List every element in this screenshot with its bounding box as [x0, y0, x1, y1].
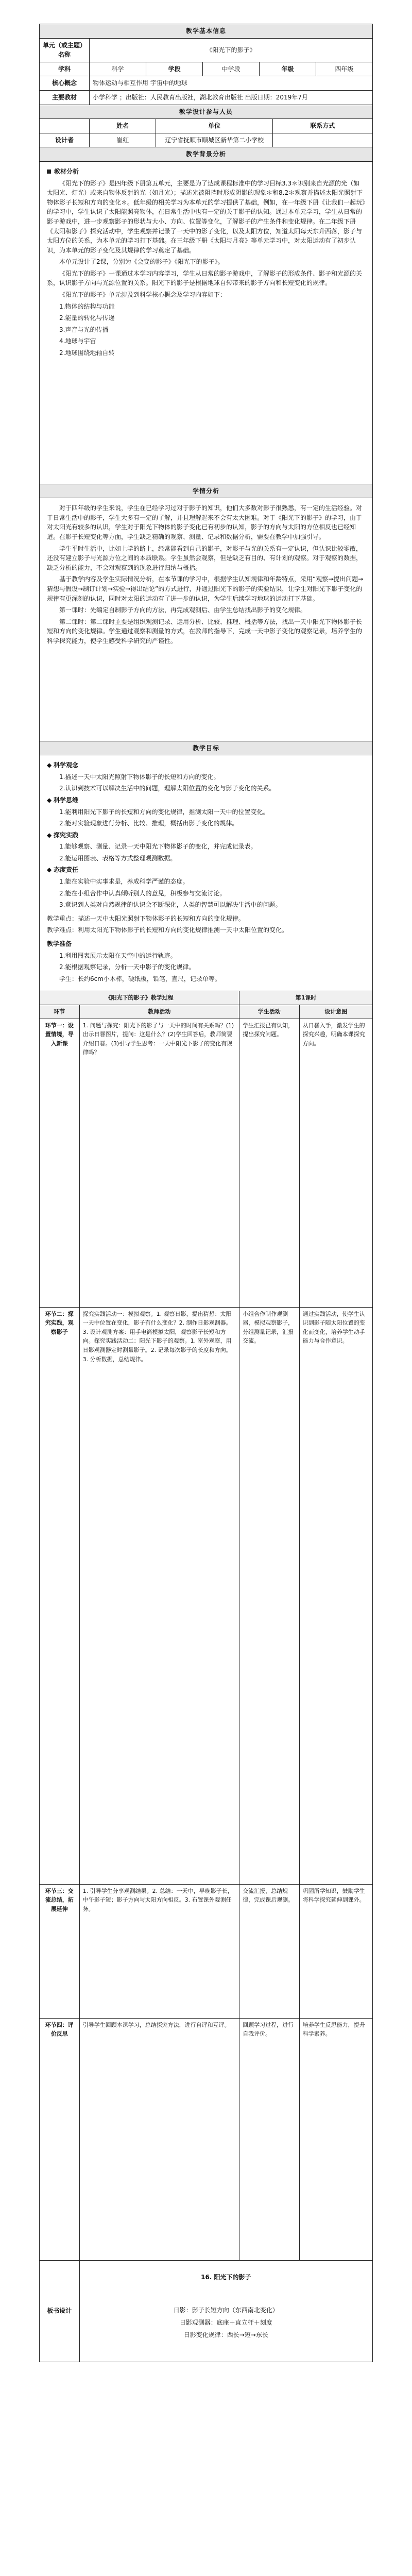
process-step: 环节二：探究实践，观察影子	[40, 1307, 80, 1884]
subject-value: 科学	[90, 62, 146, 76]
background-list-item: 1.物体的结构与功能	[59, 302, 115, 310]
student-paragraph: 基于教学内容及学生实际情况分析，在本节课的学习中，根据学生认知规律和年龄特点，采用“观察→提出问题→猜想与假设→制订计划→实验→得出结论”的方式进行，并通过阳光下的影子的实验结果，让学生对阳光下影子变化的规律有更深刻的认识，同时对太阳的运动有了进一步的认识，为学生后续学习地球的运动打下基础。	[47, 575, 364, 602]
prep-title: 教学准备	[47, 940, 72, 948]
designer-unit-header: 单位	[156, 119, 272, 133]
student-analysis-table	[39, 484, 373, 741]
unit-value: 《阳光下的影子》	[90, 38, 373, 62]
background-list-item: 2.能量的转化与传递	[59, 314, 115, 322]
board-content	[79, 2260, 372, 2362]
board-title: 16. 阳光下的影子	[201, 2273, 251, 2281]
background-table	[39, 147, 373, 484]
lesson-plan-document	[39, 0, 373, 2362]
stage-label: 学段	[146, 62, 203, 76]
process-step: 环节四：评价反思	[40, 2018, 80, 2260]
grade-value: 四年级	[316, 62, 372, 76]
goal-category: ◆ 态度责任	[47, 865, 365, 875]
designer-name: 崔红	[90, 133, 156, 147]
student-analysis-content	[40, 498, 373, 741]
process-student-activity: 交流汇报，总结规律，完成课后观测。	[239, 1884, 299, 2018]
process-teacher-activity: 1. 引导学生分享观测结果。2. 总结：一天中，早晚影子长，中午影子短；影子方向与太阳方向相反。3. 布置课外观测任务。	[79, 1884, 239, 2018]
square-bullet-icon	[47, 170, 51, 174]
process-step: 环节一：设置情境，导入新课	[40, 1019, 80, 1307]
goal-item: 2.能对实验现象进行分析、比较、推理，概括出影子变化的规律。	[59, 820, 238, 827]
background-content	[40, 161, 373, 484]
board-label: 板书设计	[40, 2260, 80, 2362]
student-paragraph: 学生平时生活中，比如上学的路上，经常能看到自己的影子，对影子与光的关系有一定认识，但认识比较零散，还没有建立影子与光源方位之间的本质联系。学生虽然会观察，但是缺乏有目的、有计划的观察。对于观察的数据，缺乏分析的能力，不会对观察到的现象进行归纳与概括。	[47, 545, 363, 571]
goal-item: 1.能够观察、测量、记录一天中阳光下物体影子的变化，并完成记录表。	[59, 843, 257, 851]
process-student-activity: 小组合作制作观测器，模拟观察影子，分组测量记录，汇报交流。	[239, 1307, 299, 1884]
goal-item: 1.能利用阳光下影子的长短和方向的变化规律，推测太阳一天中的位置变化。	[59, 808, 269, 816]
designer-role: 设计者	[40, 133, 90, 147]
process-student-activity: 学生汇报已有认知，提出探究问题。	[239, 1019, 299, 1307]
subject-label: 学科	[40, 62, 90, 76]
process-student-activity: 回顾学习过程，进行自我评价。	[239, 2018, 299, 2260]
designer-table	[39, 105, 373, 148]
board-line: 日影：影子长短方向（东西南北变化）	[173, 2306, 279, 2314]
material-label: 主要教材	[40, 90, 90, 105]
goal-item: 2.能运用图表、表格等方式整理观测数据。	[59, 854, 177, 862]
background-list-item: 2.地球围绕地轴自转	[59, 349, 115, 357]
prep-item: 2.能根据观察记录，分析一天中影子的变化规律。	[59, 963, 195, 971]
process-teacher-activity: 1. 问题与探究：阳光下的影子与一天中的时间有关系吗？(1)出示日晷图片，提问：这是什么？(2)学生回答后，教师简要介绍日晷。(3)引导学生思考：一天中阳光下影子的变化有规律吗？	[79, 1019, 239, 1307]
basic-info-table	[39, 24, 373, 105]
background-paragraph: 《阳光下的影子》一课通过本学习内容学习，学生从日常的影子游戏中，了解影子的形成条件、影子和光源的关系，认识影子方向与光源位置的关系。阳光下的影子是根据地球自转带来的影子方向和长短变化的规律。	[47, 269, 363, 287]
goal-item: 1.能在实验中实事求是，养成科学严谨的态度。	[59, 878, 189, 886]
student-paragraph: 第二课时：第二课时主要是组织观测记录、运用分析、比较、推理、概括等方法，找出一天中阳光下物体影子长短和方向的变化规律。学生通过观察和测量的方式，在教师的指导下，完成一天中影子变化的观察记录，培养学生的科学探究能力，使学生感受科学研究的严谨性。	[47, 618, 363, 645]
process-period: 第1课时	[239, 991, 373, 1005]
process-teacher-activity: 探究实践活动一：模拟观察。1. 观察日影，提出猜想：太阳一天中位置在变化，影子有什么变化？2. 制作日影观测器。3. 设计观测方案：用手电筒模拟太阳，观察影子长短和方向。探究实践活动二：阳光下影子的观察。1. 室外观察，用日影观测器定时测量影子。2. 记录每次影子的长度和方向。3. 分析数据，总结规律。	[79, 1307, 239, 1884]
prep-item: 1.利用图表展示太阳在天空中的运行轨迹。	[59, 952, 177, 959]
core-concept-label: 核心概念	[40, 76, 90, 91]
section-title-student-analysis: 学情分析	[40, 484, 373, 498]
process-design-intent: 通过实践活动，使学生认识到影子随太阳位置的变化而变化，培养学生动手能力与合作意识。	[299, 1307, 372, 1884]
unit-label: 单元（或主题）名称	[40, 38, 90, 62]
goals-table	[39, 741, 373, 992]
process-teacher-activity: 引导学生回顾本课学习，总结探究方法，进行自评和互评。	[79, 2018, 239, 2260]
stage-value: 中学段	[203, 62, 260, 76]
designer-contact	[272, 133, 372, 147]
goal-item: 1.描述一天中太阳光照射下物体影子的长短和方向的变化。	[59, 773, 220, 781]
background-list-item: 3.声音与光的传播	[59, 326, 109, 333]
student-paragraph: 对于四年级的学生来说，学生在已经学习过对于影子的知识，他们大多数对影子很熟悉，有一定的生活经验。对于日常生活中的影子，学生大多有一定的了解，并且理解起来不会有太大困难。对于《阳光下的影子》的学习，由于对太阳光有较多的认识，学生对于阳光下物体的影子变化已有初步的认知，影子的方向与太阳的方位相反也已经知道。在影子长短变化等方面，学生缺乏精确的观察、测量、记录和数据分析，需要在教学中加强引导。	[47, 504, 363, 540]
section-title-goals: 教学目标	[40, 741, 373, 755]
process-design-intent: 巩固所学知识，鼓励学生将科学探究延伸到课外。	[299, 1884, 372, 2018]
board-line: 日影变化规律：西长→短→东长	[183, 2331, 268, 2338]
material-value: 小学科学 ；出版社：人民教育出版社，湖北教育出版社 出版日期：2019年7月	[90, 90, 373, 105]
grade-label: 年级	[260, 62, 316, 76]
prep-item: 学生：长约6cm小木棒，硬纸板，铅笔，直尺，记录单等。	[59, 975, 221, 982]
goal-item: 2.认识到技术可以解决生活中的问题，理解太阳位置的变化与影子变化的关系。	[59, 785, 276, 792]
designer-name-header: 姓名	[90, 119, 156, 133]
goal-category: ◆ 探究实践	[47, 831, 365, 840]
section-title-basic-info: 教学基本信息	[40, 24, 373, 39]
material-analysis-heading: 教材分析	[54, 167, 79, 175]
process-step: 环节三：交流总结，拓展延伸	[40, 1884, 80, 2018]
process-design-intent: 培养学生反思能力，提升科学素养。	[299, 2018, 372, 2260]
section-title-background: 教学背景分析	[40, 147, 373, 162]
goal-category: ◆ 科学观念	[47, 760, 365, 770]
student-paragraph: 第一课时：先编定自制影子方向的方法，再完成观测后、由学生总结找出影子的变化规律。	[59, 606, 307, 614]
background-paragraph: 《阳光下的影子》是四年级下册第五单元，主要是为了达成课程标准中的学习目标3.3＊识别来自光源的光（如太阳光、灯光）或来自物体反射的光（如月光）；描述光被阻挡时形成阴影的现象＊和8.2＊观察并描述太阳光照射下物体影子长短和方向的变化＊。低年级的相关学习为本单元的学习提供了基础，例如，在一年级下册《让我们一起玩》的学习中，学生认识了太阳能照亮物体，在日常生活中也有一定的关于影子的认知。通过本单元学习，学生从日常的影子游戏中，进一步观察影子的形状与大小、方向、位置等变化，了解影子的产生条件和变化规律。在二年级下册《太阳和影子》探究活动中，学生观察并记录了一天中的影子变化，以及太阳方位，知道太阳每天东升西落，影子与太阳方位的关系，为本单元的学习打下基础。在三年级下册《太阳与月亮》等单元学习中，对太阳运动有了初步认识，为本单元的影子变化及其规律的学习奠定了基础。	[47, 179, 366, 254]
process-header-intent: 设计意图	[299, 1005, 372, 1019]
process-header-teacher: 教师活动	[79, 1005, 239, 1019]
process-table	[39, 991, 373, 2260]
process-header-student: 学生活动	[239, 1005, 299, 1019]
goal-category: ◆ 科学思维	[47, 795, 365, 805]
background-paragraph: 本单元设计了2课，分别为《会变的影子》《阳光下的影子》。	[59, 258, 224, 266]
board-line: 日影观测器：底座＋直立杆＋刻度	[179, 2318, 272, 2326]
section-title-designers: 教学设计参与人员	[40, 105, 373, 119]
designer-contact-header: 联系方式	[272, 119, 372, 133]
goal-item: 3.意识到人类对自然规律的认识会不断深化，人类的智慧可以解决生活中的问题。	[59, 901, 282, 909]
board-design-table	[39, 2260, 373, 2362]
core-concept-value: 物体运动与相互作用 宇宙中的地球	[90, 76, 373, 91]
process-title: 《阳光下的影子》教学过程	[40, 991, 239, 1005]
process-design-intent: 从日晷入手，激发学生的探究兴趣，明确本课探究方向。	[299, 1019, 372, 1307]
key-point: 教学重点：描述一天中太阳光照射下物体影子的长短和方向的变化规律。	[47, 914, 245, 922]
goal-item: 2.能在小组合作中认真倾听别人的意见，积极参与交流讨论。	[59, 889, 226, 897]
process-header-step: 环节	[40, 1005, 80, 1019]
goals-content	[40, 755, 373, 991]
background-paragraph: 《阳光下的影子》单元涉及到科学核心概念及学习内容如下：	[59, 291, 227, 299]
designer-unit: 辽宁省抚顺市顺城区新华第二小学校	[156, 133, 272, 147]
difficulty: 教学难点：利用太阳光下物体影子的长短和方向的变化规律推测一天中太阳位置的变化。	[47, 926, 288, 934]
background-list-item: 4.地球与宇宙	[59, 337, 96, 345]
